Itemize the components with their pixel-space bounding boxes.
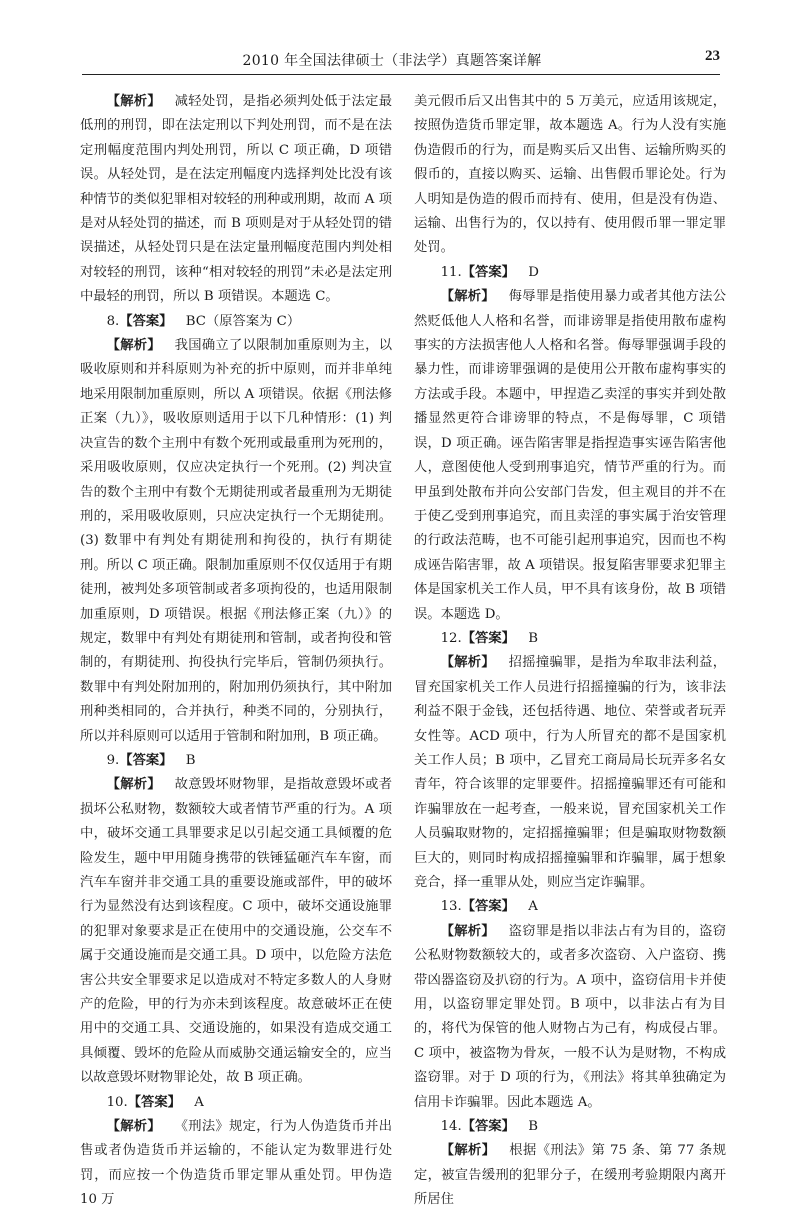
analysis-paragraph — [414, 285, 726, 627]
answer-label: 【答案】 — [461, 899, 515, 915]
left-column — [80, 90, 392, 1213]
answer-line — [414, 895, 726, 919]
header-title: 2010 年全国法律硕士（非法学）真题答案详解 — [242, 53, 542, 69]
analysis-paragraph — [414, 1139, 726, 1212]
answer-line — [80, 1091, 392, 1115]
page-header — [82, 44, 720, 75]
analysis-label: 【解析】 — [440, 289, 496, 305]
answer-value: B — [528, 630, 539, 646]
analysis-paragraph — [414, 920, 726, 1115]
analysis-text: 减轻处罚，是指必须判处低于法定最低刑的刑罚，即在法定刑以下判处刑罚，而不是在法定刑幅度范围内判处刑罚，所以 C 项正确，D 项错误。从轻处罚，是在法定刑幅度内选择判处比没有该种情节的类似犯罪相对较轻的刑种或刑期，故而 A 项是对从轻处罚的描述，而 B 项则是对于从轻处罚的错误描述，从轻处罚只是在法定量刑幅度范围内判处相对较轻的刑罚，该种“相对较轻的刑罚”未必是法定刑中最轻的刑罚，所以 B 项错误。本题选 C。 — [80, 94, 392, 305]
answer-value: A — [194, 1094, 204, 1110]
question-number: 8. — [106, 313, 120, 329]
answer-line — [80, 749, 392, 773]
answer-value: B — [185, 752, 196, 768]
analysis-text: 根据《刑法》第 75 条、第 77 条规定，被宣告缓刑的犯罪分子，在缓刑考验期限内离开所居住 — [414, 1143, 727, 1208]
analysis-label: 【解析】 — [106, 1119, 162, 1135]
analysis-label: 【解析】 — [106, 94, 162, 109]
paragraph-text: 美元假币后又出售其中的 5 万美元，应适用该规定，按照伪造货币罪定罪，故本题选 A。行为人没有实施伪造假币的行为，而是购买后又出售、运输所购买的假币的，直接以购买、运输、出售假币罪论处。行为人明知是伪造的假币而持有、使用，但是没有伪造、运输、出售行为的，仅以持有、使用假币罪一罪定罪处罚。 — [414, 94, 726, 256]
analysis-text: 《刑法》规定，行为人伪造货币并出售或者伪造货币并运输的，不能认定为数罪进行处罚，而应按一个伪造货币罪定罪从重处罚。甲伪造 10 万 — [80, 1119, 392, 1208]
answer-value: D — [528, 264, 539, 280]
answer-line — [414, 1115, 726, 1139]
right-column — [414, 90, 726, 1213]
answer-label: 【答案】 — [119, 752, 173, 768]
answer-label: 【答案】 — [119, 313, 173, 329]
question-number: 13. — [440, 899, 462, 915]
answer-value: BC（原答案为 C） — [185, 313, 301, 329]
answer-label: 【答案】 — [461, 264, 515, 280]
continued-paragraph — [414, 90, 726, 261]
analysis-text: 故意毁坏财物罪，是指故意毁坏或者损坏公私财物，数额较大或者情节严重的行为。A 项中，破坏交通工具罪要求足以引起交通工具倾覆的危险发生，题中甲用随身携带的铁锤猛砸汽车车窗，而汽车车窗并非交通工具的重要设施或部件，甲的破坏行为显然没有达到该程度。C 项中，破坏交通设施罪的犯罪对象要求是正在使用中的交通设施，公交车不属于交通设施而是交通工具。D 项中，以危险方法危害公共安全罪要求足以造成对不特定多数人的人身财产的危险，甲的行为亦未到该程度。故意破坏正在使用中的交通工具、交通设施的，如果没有造成交通工具倾覆、毁坏的危险从而威胁交通运输安全的，应当以故意毁坏财物罪论处，故 B 项正确。 — [80, 777, 392, 1086]
analysis-paragraph — [80, 773, 392, 1090]
analysis-paragraph — [80, 334, 392, 749]
analysis-label: 【解析】 — [440, 655, 496, 671]
answer-line — [80, 310, 392, 334]
analysis-label: 【解析】 — [106, 338, 162, 354]
question-number: 11. — [440, 264, 462, 280]
answer-value: A — [528, 899, 538, 915]
answer-line — [414, 261, 726, 285]
analysis-paragraph — [414, 651, 726, 895]
question-number: 14. — [440, 1119, 462, 1135]
answer-line — [414, 627, 726, 651]
answer-label: 【答案】 — [127, 1094, 181, 1110]
answer-label: 【答案】 — [461, 630, 515, 646]
answer-label: 【答案】 — [461, 1119, 515, 1135]
analysis-text: 我国确立了以限制加重原则为主，以吸收原则和并科原则为补充的折中原则，而并非单纯地采用限制加重原则，所以 A 项错误。依据《刑法修正案（九）》，吸收原则适用于以下几种情形：(1) 判决宣告的数个主刑中有数个死刑或最重刑为死刑的，采用吸收原则，仅应决定执行一个死刑。(2) 判决宣告的数个主刑中有数个无期徒刑或者最重刑为无期徒刑的，采用吸收原则，只应决定执行一个无期徒刑。(3) 数罪中有判处有期徒刑和拘役的，执行有期徒刑。所以 C 项正确。限制加重原则不仅仅适用于有期徒刑，被判处多项管制或者多项拘役的，也适用限制加重原则，D 项错误。根据《刑法修正案（九）》的规定，数罪中有判处有期徒刑和管制，或者拘役和管制的，有期徒刑、拘役执行完毕后，管制仍须执行。数罪中有判处附加刑的，附加刑仍须执行，其中附加刑种类相同的，合并执行，种类不同的，分别执行，所以并科原则可以适用于管制和附加刑，B 项正确。 — [80, 338, 392, 744]
answer-value: B — [528, 1119, 539, 1135]
analysis-paragraph — [80, 90, 392, 310]
analysis-label: 【解析】 — [440, 923, 496, 939]
analysis-text: 盗窃罪是指以非法占有为目的，盗窃公私财物数额较大的，或者多次盗窃、入户盗窃、携带凶器盗窃及扒窃的行为。A 项中，盗窃信用卡并使用，以盗窃罪定罪处罚。B 项中，以非法占有为目的，将代为保管的他人财物占为己有，构成侵占罪。C 项中，被盗物为骨灰，一般不认为是财物，不构成盗窃罪。对于 D 项的行为，《刑法》将其单独确定为信用卡诈骗罪。因此本题选 A。 — [414, 923, 726, 1110]
analysis-label: 【解析】 — [106, 777, 162, 793]
question-number: 9. — [106, 752, 120, 768]
question-number: 12. — [440, 630, 462, 646]
analysis-text: 侮辱罪是指使用暴力或者其他方法公然贬低他人人格和名誉，而诽谤罪是指使用散布虚构事实的方法损害他人人格和名誉。侮辱罪强调手段的暴力性，而诽谤罪强调的是使用公开散布虚构事实的方法或手段。本题中，甲捏造乙卖淫的事实并到处散播显然更符合诽谤罪的特点，不是侮辱罪，C 项错误，D 项正确。诬告陷害罪是指捏造事实诬告陷害他人，意图使他人受到刑事追究，情节严重的行为。而甲虽到处散布并向公安部门告发，但主观目的并不在于使乙受到刑事追究，而且卖淫的事实属于治安管理的行政法范畴，也不可能引起刑事追究，因而也不构成诬告陷害罪，故 A 项错误。报复陷害罪要求犯罪主体是国家机关工作人员，甲不具有该身份，故 B 项错误。本题选 D。 — [414, 289, 726, 622]
analysis-text: 招摇撞骗罪，是指为牟取非法利益，冒充国家机关工作人员进行招摇撞骗的行为，该非法利益不限于金钱，还包括待遇、地位、荣誉或者玩弄女性等。ACD 项中，行为人所冒充的都不是国家机关工作人员；B 项中，乙冒充工商局局长玩弄多名女青年，符合该罪的定罪要件。招摇撞骗罪还有可能和诈骗罪放在一起考查，一般来说，冒充国家机关工作人员骗取财物的，定招摇撞骗罪；但是骗取财物数额巨大的，则同时构成招摇撞骗罪和诈骗罪，属于想象竞合，择一重罪从处，则应当定诈骗罪。 — [414, 655, 726, 890]
analysis-label: 【解析】 — [440, 1143, 496, 1159]
page-number: 23 — [705, 48, 720, 64]
question-number: 10. — [106, 1094, 128, 1110]
